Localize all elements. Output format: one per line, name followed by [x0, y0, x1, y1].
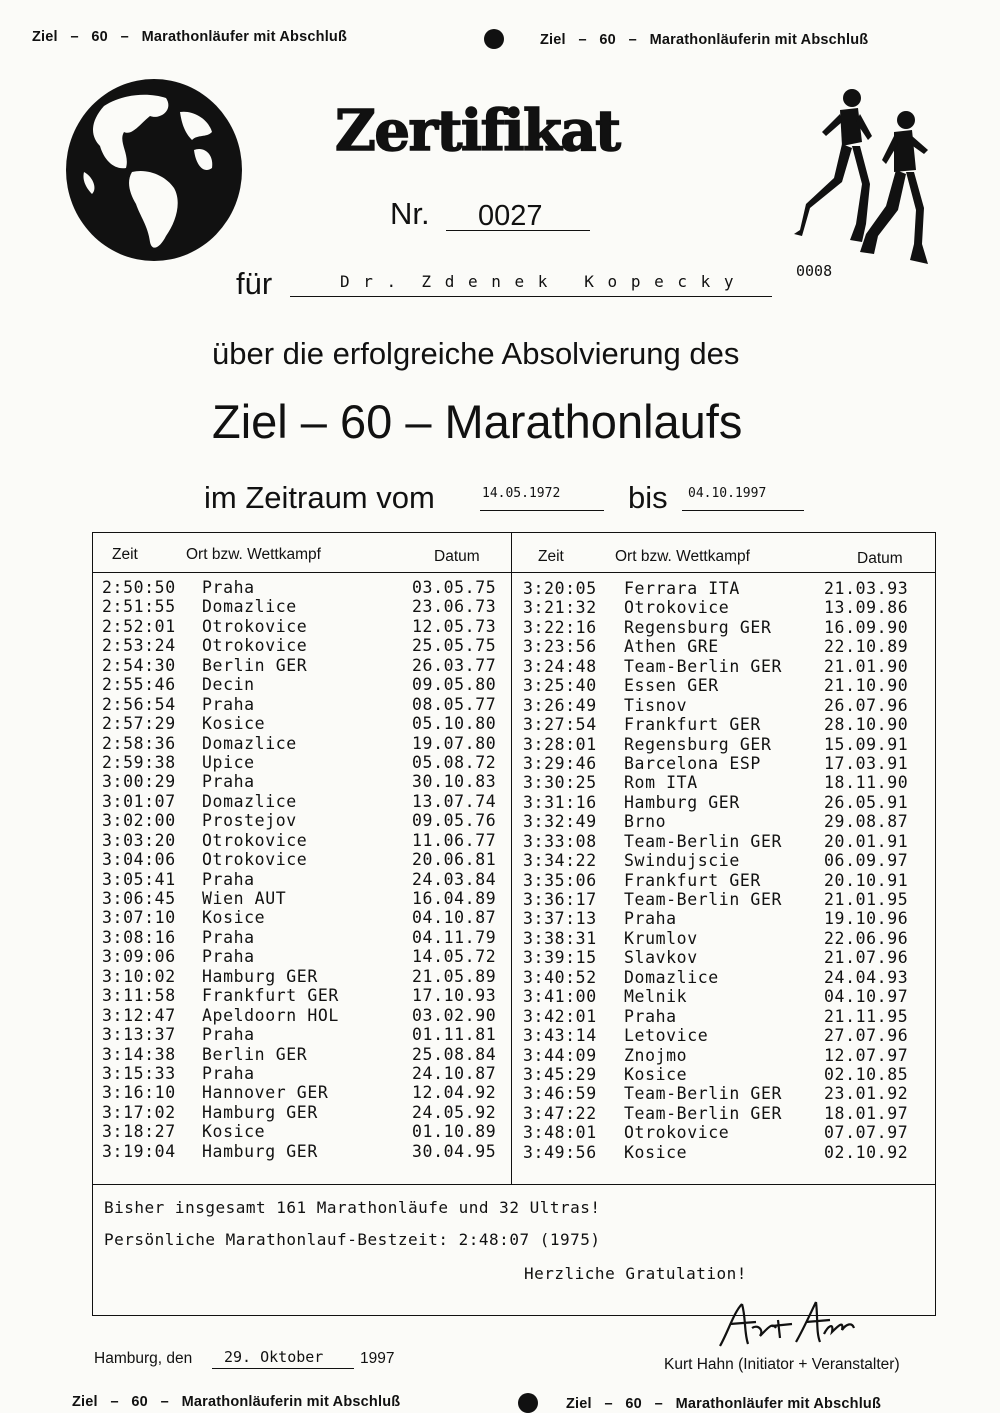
result-location: Letovice: [624, 1026, 709, 1046]
stamp-number: 0008: [796, 262, 833, 280]
result-date: 16.04.89: [412, 889, 497, 908]
result-time: 3:05:41: [102, 869, 176, 889]
result-time: 2:51:55: [102, 597, 176, 617]
result-time: 3:09:06: [102, 947, 176, 967]
result-location: Praha: [202, 694, 255, 714]
globe-icon: [62, 76, 246, 264]
result-location: Domazlice: [202, 733, 297, 753]
result-location: Essen GER: [624, 676, 719, 696]
period-from: 14.05.1972: [482, 486, 561, 501]
table-row: [523, 948, 919, 967]
table-row: [102, 1006, 504, 1025]
table-row: [102, 967, 504, 986]
table-row: [102, 870, 504, 889]
table-row: [102, 636, 504, 655]
table-row: [523, 1065, 919, 1084]
result-location: Swindujscie: [624, 851, 740, 871]
table-row: [523, 637, 919, 656]
signature-image: [712, 1298, 860, 1354]
result-location: Frankfurt GER: [202, 986, 339, 1006]
result-location: Hamburg GER: [202, 966, 318, 986]
result-location: Frankfurt GER: [624, 715, 761, 735]
result-date: 26.03.77: [412, 655, 497, 675]
result-location: Slavkov: [624, 948, 698, 968]
result-time: 3:33:08: [523, 831, 597, 851]
result-date: 22.10.89: [824, 637, 909, 657]
result-date: 12.07.97: [824, 1045, 909, 1065]
result-time: 3:01:07: [102, 791, 176, 811]
result-location: Praha: [202, 927, 255, 947]
table-row: [523, 1123, 919, 1142]
summary-congrats: Herzliche Gratulation!: [524, 1264, 747, 1283]
result-location: Team-Berlin GER: [624, 831, 783, 851]
result-time: 2:53:24: [102, 636, 176, 656]
result-location: Melnik: [624, 987, 688, 1007]
result-location: Apeldoorn HOL: [202, 1005, 339, 1025]
result-location: Ferrara ITA: [624, 579, 740, 598]
result-date: 30.10.83: [412, 772, 497, 792]
header-zeit-right: Zeit: [538, 548, 564, 565]
result-time: 3:29:46: [523, 753, 597, 773]
table-row: [523, 773, 919, 792]
table-row: [102, 831, 504, 850]
result-date: 24.05.92: [412, 1102, 497, 1122]
result-location: Hannover GER: [202, 1083, 329, 1103]
table-row: [102, 889, 504, 908]
result-location: Znojmo: [624, 1045, 688, 1065]
table-row: [102, 597, 504, 616]
table-row: [102, 675, 504, 694]
result-date: 22.06.96: [824, 928, 909, 948]
result-date: 17.03.91: [824, 753, 909, 773]
bis-label: bis: [628, 480, 668, 515]
table-row: [523, 1046, 919, 1065]
certificate-title: Zertifikat: [335, 98, 620, 164]
result-time: 3:24:48: [523, 656, 597, 676]
text-line-2: Ziel – 60 – Marathonlaufs: [212, 395, 743, 448]
summary-best-time: Persönliche Marathonlauf-Bestzeit: 2:48:07 (1975): [104, 1230, 601, 1249]
result-time: 3:17:02: [102, 1102, 176, 1122]
table-row: [102, 811, 504, 830]
table-row: [102, 734, 504, 753]
top-banner-right: Ziel – 60 – Marathonläuferin mit Abschluß: [540, 32, 869, 48]
result-time: 3:39:15: [523, 948, 597, 968]
result-location: Athen GRE: [624, 637, 719, 657]
result-time: 3:28:01: [523, 734, 597, 754]
result-time: 3:44:09: [523, 1045, 597, 1065]
table-column-divider: [511, 532, 512, 1184]
result-date: 05.08.72: [412, 752, 497, 772]
place-label: Hamburg, den: [94, 1350, 193, 1367]
table-row: [102, 1103, 504, 1122]
table-row: [523, 968, 919, 987]
nr-line: [446, 200, 590, 231]
table-row: [102, 986, 504, 1005]
result-location: Praha: [202, 1025, 255, 1045]
table-row: [523, 929, 919, 948]
result-time: 3:15:33: [102, 1063, 176, 1083]
result-time: 2:56:54: [102, 694, 176, 714]
result-time: 3:36:17: [523, 890, 597, 909]
result-time: 3:47:22: [523, 1103, 597, 1123]
result-location: Decin: [202, 675, 255, 695]
header-ort-right: Ort bzw. Wettkampf: [615, 548, 750, 565]
result-date: 25.08.84: [412, 1044, 497, 1064]
result-time: 2:57:29: [102, 714, 176, 734]
table-row: [523, 1007, 919, 1026]
table-row: [523, 1084, 919, 1103]
results-right-column: [523, 579, 919, 1162]
table-row: [523, 676, 919, 695]
result-time: 3:31:16: [523, 792, 597, 812]
result-time: 3:41:00: [523, 987, 597, 1007]
table-row: [102, 695, 504, 714]
result-location: Tisnov: [624, 695, 688, 715]
result-time: 3:35:06: [523, 870, 597, 890]
result-date: 01.11.81: [412, 1025, 497, 1045]
result-location: Rom ITA: [624, 773, 698, 793]
table-row: [523, 579, 919, 598]
result-location: Hamburg GER: [202, 1141, 318, 1161]
text-line-1: über die erfolgreiche Absolvierung des: [212, 336, 740, 371]
result-time: 3:03:20: [102, 830, 176, 850]
result-location: Praha: [624, 909, 677, 929]
result-time: 3:32:49: [523, 812, 597, 832]
result-date: 06.09.97: [824, 851, 909, 871]
result-time: 3:48:01: [523, 1123, 597, 1143]
result-date: 26.07.96: [824, 695, 909, 715]
result-time: 3:40:52: [523, 967, 597, 987]
result-date: 12.04.92: [412, 1083, 497, 1103]
table-row: [102, 753, 504, 772]
result-date: 29.08.87: [824, 812, 909, 832]
result-time: 3:16:10: [102, 1083, 176, 1103]
result-location: Team-Berlin GER: [624, 890, 783, 909]
result-time: 3:20:05: [523, 579, 597, 598]
result-date: 30.04.95: [412, 1141, 497, 1161]
result-location: Kosice: [202, 714, 266, 734]
result-location: Praha: [202, 869, 255, 889]
result-location: Otrokovice: [202, 850, 308, 870]
result-date: 26.05.91: [824, 792, 909, 812]
result-location: Kosice: [624, 1142, 688, 1162]
result-date: 21.01.90: [824, 656, 909, 676]
table-row: [102, 714, 504, 733]
result-location: Krumlov: [624, 928, 698, 948]
result-date: 27.07.96: [824, 1026, 909, 1046]
header-datum-left: Datum: [434, 548, 480, 565]
result-location: Brno: [624, 812, 667, 832]
result-location: Berlin GER: [202, 655, 308, 675]
result-time: 3:43:14: [523, 1026, 597, 1046]
result-date: 09.05.80: [412, 675, 497, 695]
result-date: 17.10.93: [412, 986, 497, 1006]
header-zeit-left: Zeit: [112, 546, 138, 563]
table-row: [523, 715, 919, 734]
result-date: 05.10.80: [412, 714, 497, 734]
table-row: [523, 987, 919, 1006]
table-row: [102, 1064, 504, 1083]
bullet-dot-icon: [484, 29, 504, 49]
result-date: 11.06.77: [412, 830, 497, 850]
result-location: Kosice: [624, 1064, 688, 1084]
table-row: [523, 696, 919, 715]
result-location: Team-Berlin GER: [624, 1084, 783, 1104]
result-date: 25.05.75: [412, 636, 497, 656]
result-location: Praha: [202, 772, 255, 792]
result-time: 3:34:22: [523, 851, 597, 871]
table-row: [523, 657, 919, 676]
result-time: 2:54:30: [102, 655, 176, 675]
result-date: 21.10.90: [824, 676, 909, 696]
table-row: [102, 908, 504, 927]
result-location: Domazlice: [202, 791, 297, 811]
result-date: 04.10.97: [824, 987, 909, 1007]
top-banner-left: Ziel – 60 – Marathonläufer mit Abschluß: [32, 29, 348, 45]
result-date: 13.09.86: [824, 598, 909, 618]
result-location: Wien AUT: [202, 889, 287, 908]
result-location: Hamburg GER: [624, 792, 740, 812]
result-location: Praha: [624, 1006, 677, 1026]
result-date: 24.04.93: [824, 967, 909, 987]
result-date: 19.07.80: [412, 733, 497, 753]
result-date: 08.05.77: [412, 694, 497, 714]
result-location: Otrokovice: [624, 598, 730, 618]
result-date: 15.09.91: [824, 734, 909, 754]
table-row: [102, 1083, 504, 1102]
result-time: 3:38:31: [523, 928, 597, 948]
header-datum-right: Datum: [857, 550, 903, 567]
result-location: Otrokovice: [202, 830, 308, 850]
result-date: 21.01.95: [824, 890, 909, 909]
result-time: 3:27:54: [523, 715, 597, 735]
result-date: 21.11.95: [824, 1006, 909, 1026]
result-location: Prostejov: [202, 811, 297, 831]
table-row: [523, 793, 919, 812]
result-date: 02.10.85: [824, 1064, 909, 1084]
result-location: Otrokovice: [202, 636, 308, 656]
table-row: [523, 1143, 919, 1162]
result-location: Kosice: [202, 908, 266, 928]
result-time: 3:25:40: [523, 676, 597, 696]
result-time: 2:58:36: [102, 733, 176, 753]
result-date: 01.10.89: [412, 1122, 497, 1142]
result-date: 19.10.96: [824, 909, 909, 929]
summary-total: Bisher insgesamt 161 Marathonläufe und 32 Ultras!: [104, 1198, 601, 1217]
date-line: [212, 1348, 354, 1369]
result-time: 3:26:49: [523, 695, 597, 715]
fuer-label: für: [236, 266, 273, 301]
table-row: [523, 832, 919, 851]
period-to-line: [682, 484, 804, 511]
header-ort-left: Ort bzw. Wettkampf: [186, 546, 321, 563]
result-date: 18.11.90: [824, 773, 909, 793]
period-to: 04.10.1997: [688, 486, 767, 501]
result-location: Team-Berlin GER: [624, 1103, 783, 1123]
recipient-name: D r . Z d e n e k K o p e c k y: [340, 272, 736, 291]
result-time: 3:14:38: [102, 1044, 176, 1064]
bullet-dot-icon: [518, 1393, 538, 1413]
table-row: [523, 812, 919, 831]
table-row: [523, 871, 919, 890]
table-row: [102, 947, 504, 966]
table-summary-divider: [92, 1184, 936, 1185]
results-left-column: [102, 578, 504, 1161]
result-date: 20.06.81: [412, 850, 497, 870]
result-time: 3:13:37: [102, 1025, 176, 1045]
signer-name: Kurt Hahn (Initiator + Veranstalter): [664, 1356, 900, 1373]
result-time: 3:07:10: [102, 908, 176, 928]
result-date: 12.05.73: [412, 616, 497, 636]
result-date: 18.01.97: [824, 1103, 909, 1123]
result-time: 3:46:59: [523, 1084, 597, 1104]
table-row: [523, 909, 919, 928]
result-location: Otrokovice: [624, 1123, 730, 1143]
result-time: 3:08:16: [102, 927, 176, 947]
result-location: Hamburg GER: [202, 1102, 318, 1122]
table-row: [523, 618, 919, 637]
result-time: 2:52:01: [102, 616, 176, 636]
result-location: Frankfurt GER: [624, 870, 761, 890]
result-time: 3:02:00: [102, 811, 176, 831]
result-time: 3:00:29: [102, 772, 176, 792]
result-location: Regensburg GER: [624, 617, 772, 637]
result-location: Domazlice: [624, 967, 719, 987]
period-from-line: [480, 484, 604, 511]
result-time: 3:37:13: [523, 909, 597, 929]
result-date: 14.05.72: [412, 947, 497, 967]
result-time: 2:55:46: [102, 675, 176, 695]
table-row: [102, 656, 504, 675]
result-time: 3:06:45: [102, 889, 176, 908]
table-row: [102, 792, 504, 811]
table-row: [102, 1045, 504, 1064]
result-time: 3:18:27: [102, 1122, 176, 1142]
result-location: Praha: [202, 578, 255, 597]
result-date: 03.02.90: [412, 1005, 497, 1025]
result-date: 20.01.91: [824, 831, 909, 851]
result-time: 3:21:32: [523, 598, 597, 618]
result-location: Kosice: [202, 1122, 266, 1142]
table-row: [523, 851, 919, 870]
result-location: Barcelona ESP: [624, 753, 761, 773]
result-date: 03.05.75: [412, 578, 497, 597]
result-time: 2:50:50: [102, 578, 176, 597]
result-location: Upice: [202, 752, 255, 772]
result-time: 3:42:01: [523, 1006, 597, 1026]
table-row: [523, 735, 919, 754]
result-time: 3:23:56: [523, 637, 597, 657]
table-row: [523, 598, 919, 617]
result-date: 21.07.96: [824, 948, 909, 968]
name-line: [290, 272, 772, 297]
table-row: [102, 617, 504, 636]
result-location: Domazlice: [202, 597, 297, 617]
bottom-banner-right: Ziel – 60 – Marathonläufer mit Abschluß: [566, 1396, 882, 1412]
signature-date: 29. Oktober: [224, 1348, 324, 1366]
result-date: 16.09.90: [824, 617, 909, 637]
result-time: 3:49:56: [523, 1142, 597, 1162]
result-date: 21.03.93: [824, 579, 909, 598]
result-date: 23.06.73: [412, 597, 497, 617]
result-date: 24.03.84: [412, 869, 497, 889]
table-row: [102, 850, 504, 869]
result-time: 3:11:58: [102, 986, 176, 1006]
result-location: Team-Berlin GER: [624, 656, 783, 676]
result-location: Regensburg GER: [624, 734, 772, 754]
result-time: 3:10:02: [102, 966, 176, 986]
result-date: 09.05.76: [412, 811, 497, 831]
result-time: 3:04:06: [102, 850, 176, 870]
result-date: 24.10.87: [412, 1063, 497, 1083]
result-date: 13.07.74: [412, 791, 497, 811]
result-date: 02.10.92: [824, 1142, 909, 1162]
result-date: 20.10.91: [824, 870, 909, 890]
table-row: [102, 1142, 504, 1161]
result-location: Berlin GER: [202, 1044, 308, 1064]
table-row: [102, 1025, 504, 1044]
result-date: 07.07.97: [824, 1123, 909, 1143]
table-row: [523, 1026, 919, 1045]
result-date: 04.11.79: [412, 927, 497, 947]
result-time: 3:19:04: [102, 1141, 176, 1161]
table-row: [523, 754, 919, 773]
result-location: Praha: [202, 947, 255, 967]
nr-value: 0027: [478, 200, 543, 232]
result-date: 04.10.87: [412, 908, 497, 928]
signature-year: 1997: [360, 1350, 395, 1367]
table-row: [102, 928, 504, 947]
table-row: [102, 578, 504, 597]
result-time: 2:59:38: [102, 752, 176, 772]
result-time: 3:45:29: [523, 1064, 597, 1084]
result-date: 23.01.92: [824, 1084, 909, 1104]
result-location: Otrokovice: [202, 616, 308, 636]
result-time: 3:30:25: [523, 773, 597, 793]
table-row: [523, 1104, 919, 1123]
table-row: [102, 772, 504, 791]
period-label: im Zeitraum vom: [204, 480, 435, 515]
nr-label: Nr.: [390, 196, 430, 231]
result-date: 28.10.90: [824, 715, 909, 735]
result-time: 3:22:16: [523, 617, 597, 637]
runners-icon: [778, 84, 938, 268]
result-time: 3:12:47: [102, 1005, 176, 1025]
table-header-divider: [92, 572, 936, 573]
table-row: [102, 1122, 504, 1141]
table-row: [523, 890, 919, 909]
bottom-banner-left: Ziel – 60 – Marathonläuferin mit Abschluß: [72, 1394, 401, 1410]
result-location: Praha: [202, 1063, 255, 1083]
result-date: 21.05.89: [412, 966, 497, 986]
